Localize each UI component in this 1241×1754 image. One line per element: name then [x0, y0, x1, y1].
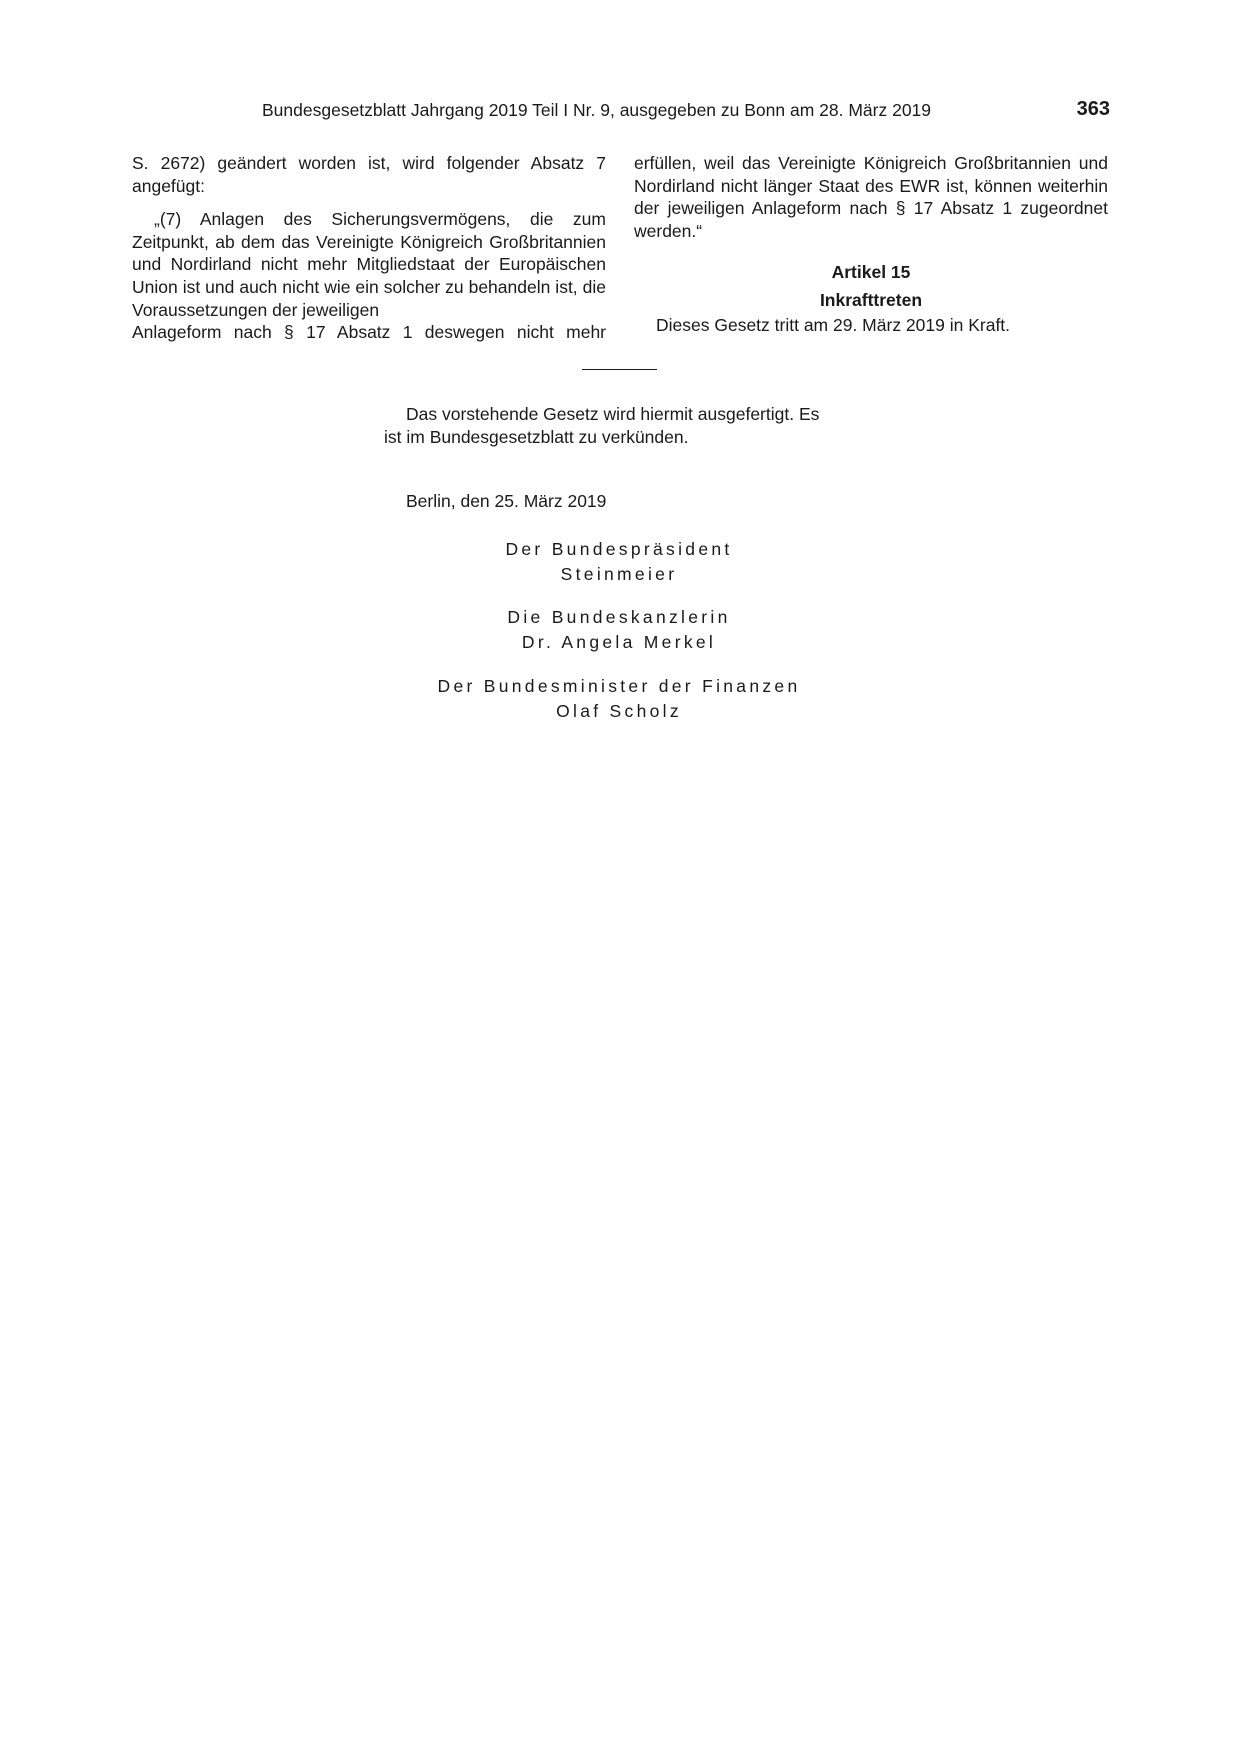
- running-title: Bundesgesetzblatt Jahrgang 2019 Teil I Nr. 9, ausgegeben zu Bonn am 28. März 2019: [262, 100, 932, 120]
- article-number: Artikel 15: [831, 262, 911, 283]
- signatory-block: [384, 605, 854, 655]
- quoted-paragraph: „(7) Anlagen des Sicherungsvermögens, die zum Zeitpunkt, ab dem das Vereinigte Königreich Großbritannien und Nordirland nicht mehr Mitgliedstaat der Europäischen Union ist und auch nicht wie ein solcher zu behandeln ist, die Voraussetzungen der jeweiligen: [132, 209, 606, 320]
- signatory-block: [384, 674, 854, 724]
- section-divider: [582, 369, 657, 370]
- continuation-paragraph: erfüllen, weil das Vereinigte Königreich Großbritannien und Nordirland nicht länger Staat des EWR ist, können weiterhin der jeweiligen Anlageform nach § 17 Absatz 1 zugeordnet werden.“: [634, 153, 1108, 241]
- signatory-office: Der Bundespräsident: [505, 539, 733, 559]
- quoted-paragraph-last-line: Anlageform nach § 17 Absatz 1 deswegen nicht mehr: [132, 322, 606, 343]
- page-header: [132, 98, 1110, 124]
- signatory-block: [384, 537, 854, 587]
- page-number: 363: [1076, 98, 1110, 120]
- signatory-name: Dr. Angela Merkel: [521, 632, 717, 652]
- signatory-office: Der Bundesminister der Finanzen: [437, 676, 801, 696]
- right-column: [634, 152, 1108, 337]
- signatory-office: Die Bundeskanzlerin: [507, 607, 731, 627]
- intro-line: angefügt:: [132, 175, 205, 196]
- promulgation-text: ist im Bundesgesetzblatt zu verkünden.: [384, 426, 689, 447]
- promulgation-text: Das vorstehende Gesetz wird hiermit ausgefertigt. Es: [406, 404, 820, 424]
- place-date: Berlin, den 25. März 2019: [406, 491, 607, 512]
- intro-line: S. 2672) geändert worden ist, wird folgender Absatz 7: [132, 153, 606, 173]
- signatory-name: Steinmeier: [560, 564, 678, 584]
- left-column: [132, 152, 606, 344]
- promulgation-block: [384, 403, 854, 513]
- signatory-name: Olaf Scholz: [556, 701, 682, 721]
- article-text: Dieses Gesetz tritt am 29. März 2019 in Kraft.: [656, 315, 1011, 336]
- article-title: Inkrafttreten: [819, 290, 923, 311]
